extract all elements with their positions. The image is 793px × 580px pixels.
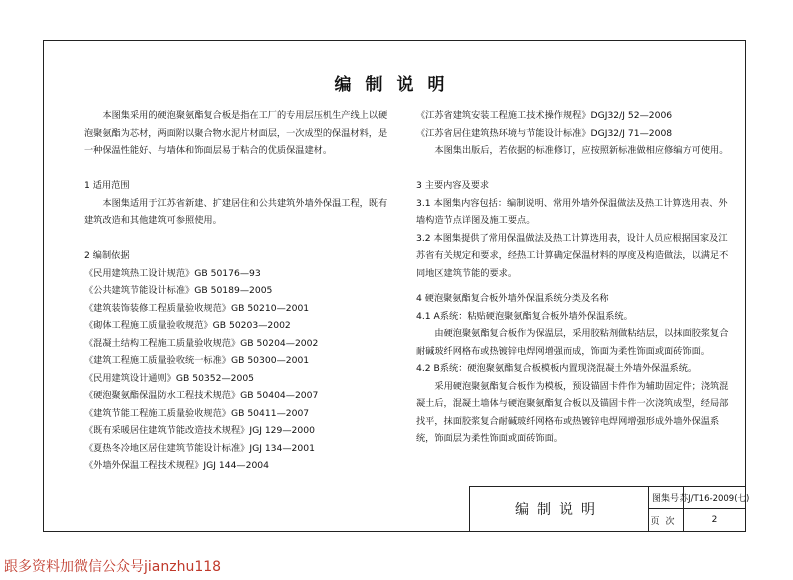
section3-2-text: 3.2 本图集提供了常用保温做法及热工计算选用表，设计人员应根据国家及江苏省有关规定和要求，经热工计算确定保温材料的厚度及构造做法，以满足不同地区建筑节能的要求。 bbox=[416, 232, 729, 279]
section3-heading: 3 主要内容及要求 bbox=[416, 180, 490, 191]
atlas-number-label: 图集号 bbox=[648, 487, 684, 509]
reference-item: 《民用建筑设计通则》GB 50352—2005 bbox=[84, 372, 255, 384]
page-title: 编制说明 bbox=[334, 75, 459, 95]
intro-paragraph: 本图集采用的硬泡聚氨酯复合板是指在工厂的专用层压机生产线上以硬泡聚氨酯为芯材，两面附以聚合物水泥片材面层，一次成型的保温材料，是一种保温性能好、与墙体和饰面层易于粘合的优质保温建材。 bbox=[84, 110, 388, 156]
reference-list bbox=[84, 265, 394, 475]
section4-1-text: 由硬泡聚氨酯复合板作为保温层，采用胶粘剂做粘结层，以抹面胶浆复合耐碱玻纤网格布或热镀锌电焊网增强而成，饰面为柔性饰面或面砖饰面。 bbox=[416, 328, 729, 357]
references-note: 本图集出版后，若依据的标准修订，应按照新标准做相应修编方可使用。 bbox=[434, 145, 729, 156]
reference-item: 《建筑装饰装修工程质量验收规范》GB 50210—2001 bbox=[84, 302, 310, 314]
right-column bbox=[416, 107, 734, 448]
section1-text: 本图集适用于江苏省新建、扩建居住和公共建筑外墙外保温工程，既有建筑改造和其他建筑可参照使用。 bbox=[84, 197, 388, 226]
section4-2-text: 采用硬泡聚氨酯复合板作为模板，预设锚固卡件作为辅助固定件；浇筑混凝土后，混凝土墙体与硬泡聚氨酯复合板以及锚固卡件一次浇筑成型，经局部找平，抹面胶浆复合耐碱玻纤网格布或热镀锌电焊网增强形成外墙外保温系统，饰面层为柔性饰面或面砖饰面。 bbox=[416, 380, 729, 444]
reference-item: 《硬泡聚氨酯保温防水工程技术规范》GB 50404—2007 bbox=[84, 390, 319, 401]
section3-1-text: 3.1 本图集内容包括：编制说明、常用外墙外保温做法及热工计算选用表、外墙构造节点详图及施工要点。 bbox=[416, 197, 728, 226]
reference-item: 《建筑工程施工质量验收统一标准》GB 50300—2001 bbox=[84, 355, 310, 366]
title-block bbox=[469, 486, 750, 532]
page-number-label: 页次 bbox=[648, 509, 684, 531]
reference-item: 《外墙外保温工程技术规程》JGJ 144—2004 bbox=[84, 460, 270, 471]
page-number-value: 2 bbox=[711, 515, 718, 525]
reference-item: 《建筑节能工程施工质量验收规范》GB 50411—2007 bbox=[84, 407, 310, 419]
section4-1-heading: 4.1 A系统：粘贴硬泡聚氨酯复合板外墙外保温系统。 bbox=[416, 310, 633, 322]
atlas-number-value: 苏J/T16-2009(七) bbox=[684, 487, 745, 509]
reference-item: 《江苏省建筑安装工程施工技术操作规程》DGJ32/J 52—2006 bbox=[416, 110, 673, 121]
reference-item: 《夏热冬冷地区居住建筑节能设计标准》JGJ 134—2001 bbox=[84, 442, 315, 454]
watermark-text: 跟多资料加微信公众号jianzhu118 bbox=[4, 559, 222, 575]
section1-heading: 1 适用范围 bbox=[84, 180, 130, 191]
reference-item: 《江苏省居住建筑热环境与节能设计标准》DGJ32/J 71—2008 bbox=[416, 127, 673, 139]
title-block-name: 编制说明 bbox=[470, 487, 649, 531]
reference-item: 《民用建筑热工设计规范》GB 50176—93 bbox=[84, 267, 261, 279]
reference-item: 《公共建筑节能设计标准》GB 50189—2005 bbox=[84, 285, 273, 296]
reference-item: 《砌体工程施工质量验收规范》GB 50203—2002 bbox=[84, 320, 291, 331]
left-column bbox=[84, 107, 394, 475]
reference-item: 《混凝土结构工程施工质量验收规范》GB 50204—2002 bbox=[84, 337, 319, 349]
section2-heading: 2 编制依据 bbox=[84, 250, 130, 261]
section4-2-heading: 4.2 B系统：硬泡聚氨酯复合板模板内置现浇混凝土外墙外保温系统。 bbox=[416, 363, 698, 374]
reference-item: 《既有采暖居住建筑节能改造技术规程》JGJ 129—2000 bbox=[84, 425, 315, 436]
section4-heading: 4 硬泡聚氨酯复合板外墙外保温系统分类及名称 bbox=[416, 293, 609, 304]
